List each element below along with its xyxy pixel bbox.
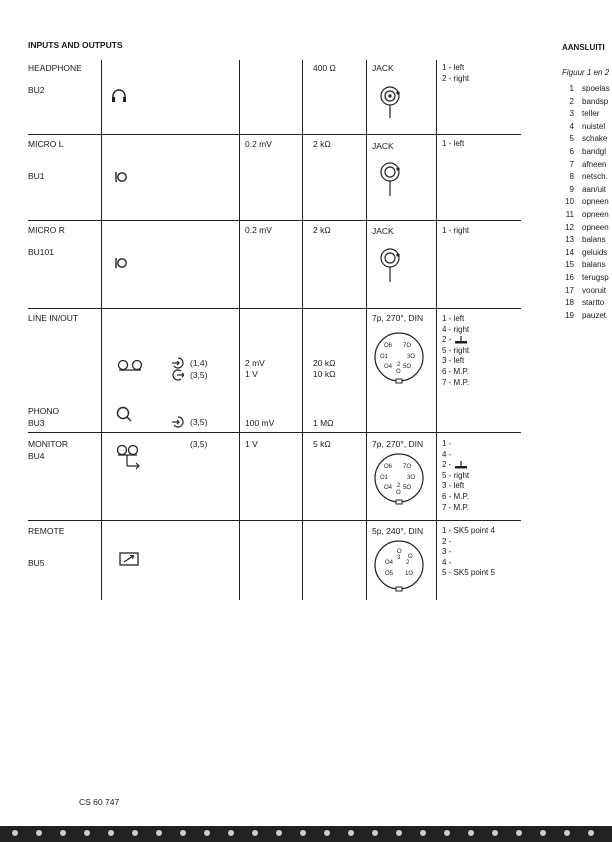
col-divider [436,60,437,600]
legend-item [562,196,610,209]
microphone-icon [114,170,128,184]
pin-list [442,63,469,84]
pin-group-label: (3,5) [190,439,208,449]
pin-entry: 6 - M.P. [442,491,469,501]
legend-text: pauzet [582,310,607,320]
din-pin-label: O [408,554,413,560]
binding-hole [396,830,402,836]
row-name-micro-l: MICRO L [28,139,64,149]
din-pin-label: 5O [403,485,412,491]
legend-text: bandgl [582,146,607,156]
connector-type: JACK [372,226,394,236]
din-pin-label: O4 [384,485,393,491]
binding-hole [84,830,90,836]
tape-icon [117,358,143,372]
binding-hole [468,830,474,836]
connector-type: 5p, 240°, DIN [372,526,424,536]
right-legend-list [562,83,610,322]
legend-text: opneen [582,222,609,232]
level-value: 100 mV [245,418,275,428]
pin-entry: 1 - left [442,314,465,323]
binding-hole [132,830,138,836]
pin-entry: 2 - right [442,73,470,83]
legend-text: opneen [582,209,609,219]
pin-entry: 7 - M.P. [442,377,469,387]
row-code-bu2: BU2 [28,85,45,95]
level-value: 0.2 mV [245,139,272,149]
legend-item [562,108,610,121]
row-code-bu3: BU3 [28,418,45,428]
legend-number: 13 [565,235,574,245]
level-value: 2 mV [245,358,265,368]
din5-socket-icon [372,538,426,592]
binding-hole [180,830,186,836]
pin-entry: 3 - [442,547,452,557]
binding-hole [252,830,258,836]
jack-socket-icon [378,160,404,198]
din-pin-label: O [396,369,401,375]
row-code-bu1: BU1 [28,171,45,181]
legend-item [562,272,610,285]
pin-list [442,314,469,388]
pin-entry: 3 - left [442,481,465,491]
legend-item [562,159,610,172]
pin-entry: 4 - right [442,324,470,334]
legend-number: 10 [565,197,574,207]
pin-group-label: (3,5) [190,417,208,427]
legend-item [562,171,610,184]
connector-type: JACK [372,63,394,73]
legend-item [562,83,610,96]
pin-entry-ground: 2 - [442,460,469,471]
legend-number: 7 [569,159,574,169]
ground-icon [454,336,468,344]
binding-hole [204,830,210,836]
col-divider [101,60,102,600]
legend-number: 3 [569,109,574,119]
binding-hole [108,830,114,836]
impedance-value: 20 kΩ [313,358,336,368]
level-value: 0.2 mV [245,225,272,235]
page-title: INPUTS AND OUTPUTS [28,40,123,50]
pin-entry: 5 - right [442,345,470,355]
binding-hole [156,830,162,836]
legend-number: 17 [565,285,574,295]
legend-text: balans [582,260,606,270]
row-name-headphone: HEADPHONE [28,63,82,73]
din-pin-label: O4 [384,364,393,370]
legend-text: netsch. [582,172,608,182]
legend-item [562,297,610,310]
pin-entry: 1 - right [442,226,470,235]
legend-number: 11 [565,209,574,219]
din-pin-label: O1 [380,475,389,481]
legend-number: 19 [565,310,574,320]
legend-text: schake [582,134,608,144]
impedance-value: 5 kΩ [313,439,331,449]
pin-entry-ground: 2 - [442,335,469,346]
connector-type: 7p, 270°, DIN [372,439,424,449]
pin-entry: 1 - left [442,63,465,72]
row-divider [28,134,521,135]
din-pin-label: 2 [397,362,401,368]
legend-text: vooruit [582,285,607,295]
pin-entry: 7 - M.P. [442,502,469,512]
microphone-icon [114,256,128,270]
pin-list [442,526,495,579]
impedance-value: 400 Ω [313,63,336,73]
row-name-remote: REMOTE [28,526,65,536]
binding-hole [12,830,18,836]
remote-icon [119,552,139,566]
pin-entry: 5 - right [442,470,470,480]
row-divider [28,220,521,221]
row-divider [28,520,521,521]
pin-entry: 1 - SK5 point 4 [442,526,495,535]
legend-text: startto [582,298,605,308]
legend-item [562,310,610,323]
row-code-bu101: BU101 [28,247,54,257]
pin-group-label: (1,4) [190,358,208,368]
binding-hole [492,830,498,836]
col-divider [366,60,367,600]
din-pin-label: 3 [397,555,401,561]
row-code-bu4: BU4 [28,451,45,461]
din-pin-label: 1O [405,571,414,577]
output-arrow-icon [172,369,184,381]
din-pin-label: 3O [407,475,416,481]
legend-number: 5 [569,134,574,144]
binding-hole [36,830,42,836]
pin-list [442,439,469,513]
din-pin-label: O4 [385,560,394,566]
legend-text: opneen [582,197,609,207]
din-pin-label: O5 [385,571,394,577]
connector-type: 7p, 270°, DIN [372,313,424,323]
legend-text: balans [582,235,606,245]
impedance-value: 2 kΩ [313,139,331,149]
legend-number: 16 [565,272,574,282]
pin-entry: 5 - SK5 point 5 [442,568,495,578]
binding-hole [300,830,306,836]
input-arrow-icon [172,416,184,428]
din7-socket-icon [372,451,426,505]
legend-number: 6 [569,146,574,156]
legend-item [562,184,610,197]
legend-item [562,285,610,298]
jack-socket-icon [378,84,404,120]
din-pin-label: 2 [397,483,401,489]
pin-entry: 6 - M.P. [442,366,469,376]
pin-entry: 2 - [442,536,452,546]
din-pin-label: 7O [403,464,412,470]
row-divider [28,432,521,433]
binding-hole [324,830,330,836]
din-pin-label: O [397,549,402,555]
row-divider [28,308,521,309]
legend-text: spoelas [582,84,610,93]
pin-entry: 3 - left [442,356,465,366]
legend-text: teller [582,109,600,119]
binding-hole [348,830,354,836]
legend-number: 2 [569,96,574,106]
legend-item [562,121,610,134]
row-name-monitor: MONITOR [28,439,68,449]
impedance-value: 2 kΩ [313,225,331,235]
legend-item [562,247,610,260]
legend-item [562,222,610,235]
binding-hole [564,830,570,836]
din7-socket-icon [372,330,426,384]
legend-number: 8 [569,172,574,182]
legend-item [562,234,610,247]
pin-entry: 4 - [442,557,452,567]
din-pin-label: 5O [403,364,412,370]
pin-list [442,226,469,237]
din-pin-label: O6 [384,464,393,470]
legend-text: aan/uit [582,184,607,194]
ground-icon [454,461,468,469]
legend-text: geluids [582,247,608,257]
legend-item [562,133,610,146]
row-name-phono: PHONO [28,406,60,416]
phono-icon [116,406,132,422]
binding-hole [276,830,282,836]
binding-hole [420,830,426,836]
din-pin-label: O1 [380,354,389,360]
col-divider [239,60,240,600]
binding-hole [516,830,522,836]
legend-item [562,146,610,159]
din-pin-label: O [396,490,401,496]
jack-socket-icon [378,246,404,284]
legend-item [562,209,610,222]
col-divider [302,60,303,600]
legend-number: 12 [565,222,574,232]
din-pin-label: O6 [384,343,393,349]
impedance-value: 1 MΩ [313,418,334,428]
legend-number: 1 [569,84,574,93]
headphone-icon [110,88,128,104]
pin-entry: 1 - left [442,139,465,148]
page-bottom-edge [0,826,612,842]
pin-group-label: (3,5) [190,370,208,380]
connector-type: JACK [372,141,394,151]
legend-text: bandsp [582,96,609,106]
din-pin-label: 7O [403,343,412,349]
row-name-micro-r: MICRO R [28,225,65,235]
legend-text: afneen [582,159,607,169]
din-pin-label: 2 [406,560,410,566]
pin-entry: 1 - [442,439,452,448]
binding-hole [228,830,234,836]
monitor-icon [116,444,144,470]
binding-hole [372,830,378,836]
impedance-value: 10 kΩ [313,369,336,379]
legend-text: nuistel [582,121,606,131]
level-value: 1 V [245,369,258,379]
legend-number: 18 [565,298,574,308]
footer-code: CS 60 747 [79,797,120,807]
row-code-bu5: BU5 [28,558,45,568]
binding-hole [540,830,546,836]
input-arrow-icon [172,357,184,369]
binding-hole [588,830,594,836]
legend-number: 14 [565,247,574,257]
pin-list [442,139,464,150]
legend-number: 9 [569,184,574,194]
row-name-line-in-out: LINE IN/OUT [28,313,79,323]
din-pin-label: 3O [407,354,416,360]
binding-hole [444,830,450,836]
binding-hole [60,830,66,836]
legend-text: terugsp [582,272,609,282]
right-page-title: AANSLUITI [562,43,605,52]
legend-number: 4 [569,121,574,131]
legend-item [562,96,610,109]
right-page-subtitle: Figuur 1 en 2 [562,68,610,77]
pin-entry: 4 - [442,449,452,459]
legend-item [562,259,610,272]
level-value: 1 V [245,439,258,449]
legend-number: 15 [565,260,574,270]
